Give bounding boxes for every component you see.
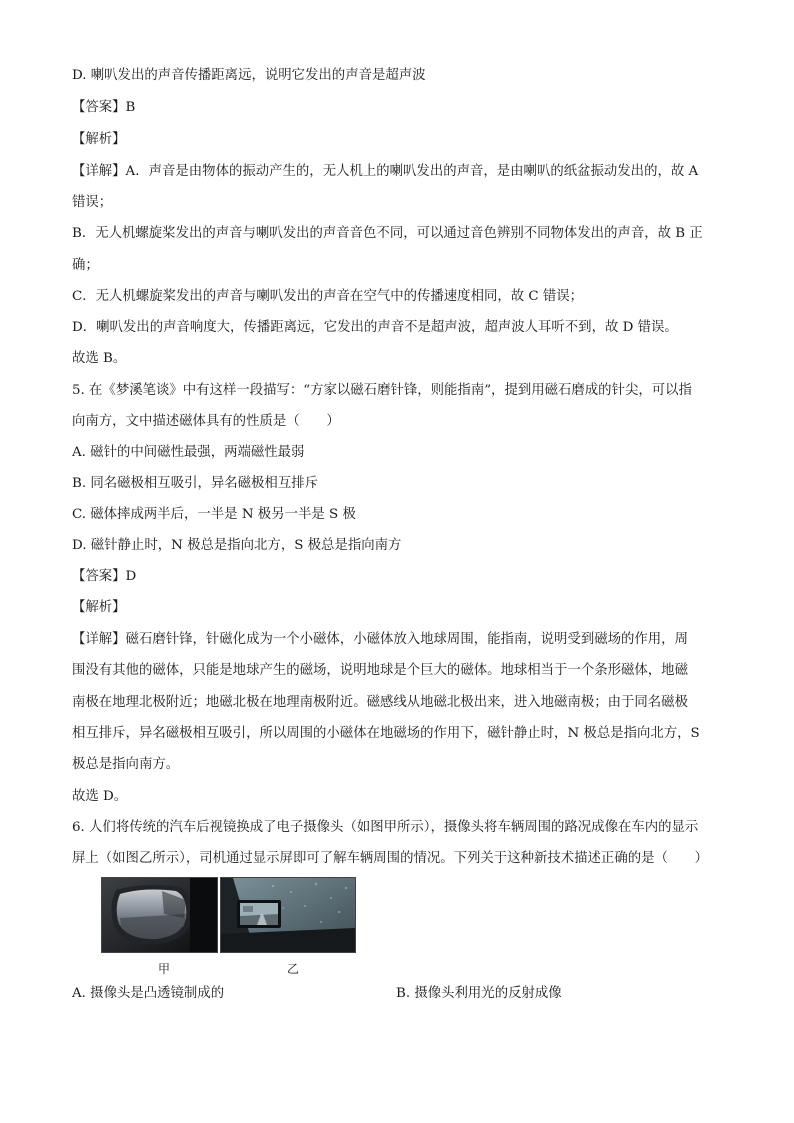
option-b: B. 同名磁极相互吸引，异名磁极相互排斥 [72, 476, 318, 491]
text-line: 相互排斥，异名磁极相互吸引，所以周围的小磁体在地磁场的作用下，磁针静止时，N 极总是指向北方，S [72, 726, 700, 741]
text-line: B．无人机螺旋桨发出的声音与喇叭发出的声音音色不同，可以通过音色辨别不同物体发出的声音，故 B 正 [72, 226, 703, 241]
text-line: D. 喇叭发出的声音传播距离远，说明它发出的声音是超声波 [72, 68, 426, 83]
figure-caption-left: 甲 [158, 962, 171, 976]
text-line: 故选 B。 [72, 351, 127, 366]
figure-side-mirror [101, 877, 218, 953]
text-line: 【答案】B [72, 100, 136, 115]
option-c: C. 磁体摔成两半后，一半是 N 极另一半是 S 极 [72, 507, 356, 522]
text-line: 围没有其他的磁体，只能是地球产生的磁场，说明地球是个巨大的磁体。地球相当于一个条形磁体，地磁 [72, 663, 688, 678]
option-b: B. 摄像头利用光的反射成像 [396, 986, 562, 1001]
option-d: D. 磁针静止时，N 极总是指向北方，S 极总是指向南方 [72, 538, 402, 553]
text-line: 南极在地理北极附近；地磁北极在地理南极附近。磁感线从地磁北极出来，进入地磁南极；由于同名磁极 [72, 695, 688, 710]
text-line: 【详解】磁石磨针锋，针磁化成为一个小磁体，小磁体放入地球周围，能指南，说明受到磁场的作用，周 [72, 632, 688, 647]
question-6-stem: 6. 人们将传统的汽车后视镜换成了电子摄像头（如图甲所示），摄像头将车辆周围的路况成像在车内的显示 [72, 820, 699, 835]
analysis-label: 【解析】 [72, 600, 126, 615]
text-line: 确； [72, 258, 99, 273]
text-line: 【解析】 [72, 132, 126, 147]
side-mirror-image [102, 878, 217, 952]
text-line: 极总是指向南方。 [72, 757, 180, 772]
answer-label: 【答案】D [72, 569, 137, 584]
text-line: C．无人机螺旋桨发出的声音与喇叭发出的声音在空气中的传播速度相同，故 C 错误； [72, 289, 584, 304]
option-a: A. 摄像头是凸透镜制成的 [72, 986, 225, 1001]
option-a: A. 磁针的中间磁性最强，两端磁性最弱 [72, 445, 305, 460]
figure-caption-right: 乙 [287, 962, 300, 976]
question-5-stem: 向南方，文中描述磁体具有的性质是（ ） [72, 414, 340, 429]
text-line: 【详解】A．声音是由物体的振动产生的，无人机上的喇叭发出的声音，是由喇叭的纸盆振动发出的，故 A [72, 164, 699, 179]
question-5-stem: 5. 在《梦溪笔谈》中有这样一段描写：“方家以磁石磨针锋，则能指南”，提到用磁石磨成的针尖，可以指 [72, 383, 692, 398]
in-car-display-image [221, 878, 355, 952]
text-line: D．喇叭发出的声音响度大，传播距离远，它发出的声音不是超声波，超声波人耳听不到，故 D 错误。 [72, 320, 678, 335]
text-line: 故选 D。 [72, 789, 128, 804]
figure-in-car-display [220, 877, 356, 953]
text-line: 错误； [72, 195, 113, 210]
question-6-stem: 屏上（如图乙所示），司机通过显示屏即可了解车辆周围的情况。下列关于这种新技术描述正确的是（ ） [72, 851, 709, 866]
